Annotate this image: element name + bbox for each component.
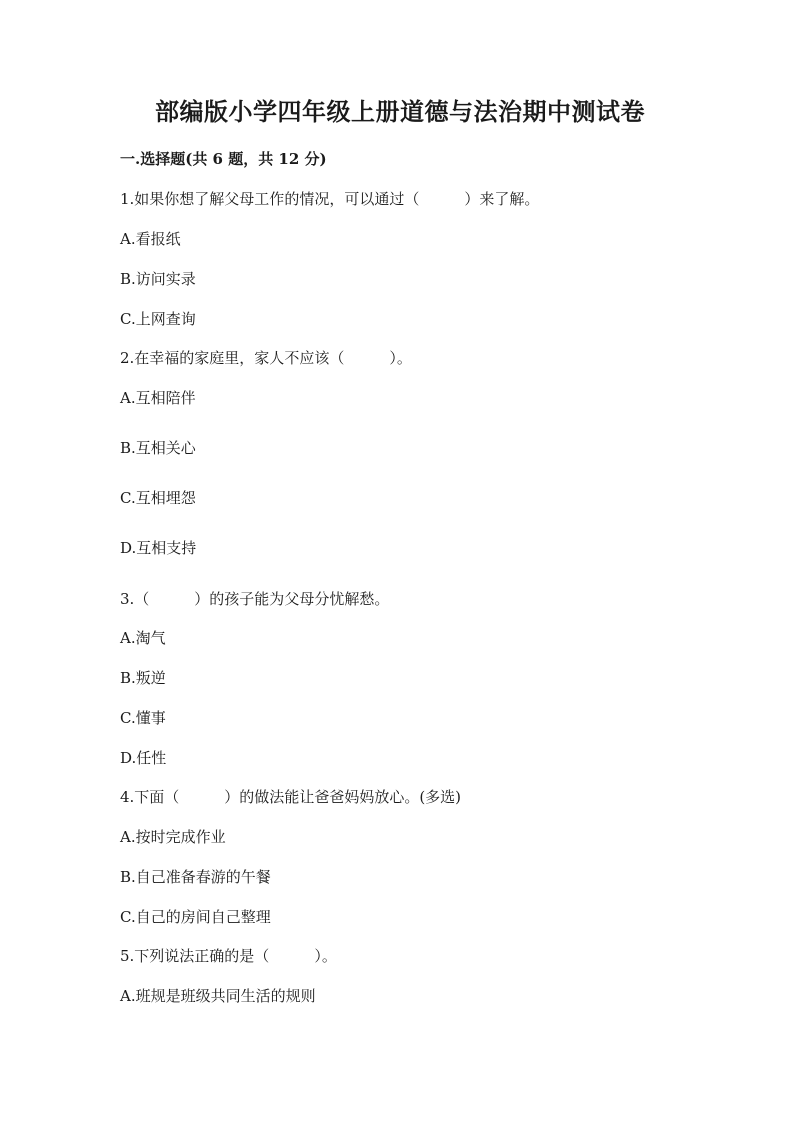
question-3-option-d: D.任性 (120, 749, 167, 767)
question-1-option-b: B.访问实录 (120, 270, 196, 288)
question-4-stem: 4.下面（ ）的做法能让爸爸妈妈放心。(多选) (120, 788, 462, 806)
section-heading: 一.选择题(共 6 题，共 12 分) (120, 150, 327, 168)
page-title: 部编版小学四年级上册道德与法治期中测试卷 (155, 97, 645, 126)
question-2-stem: 2.在幸福的家庭里，家人不应该（ ）。 (120, 349, 412, 367)
question-2-option-b: B.互相关心 (120, 439, 196, 457)
question-1-option-a: A.看报纸 (120, 230, 181, 248)
question-2-option-d: D.互相支持 (120, 539, 197, 557)
question-5-stem: 5.下列说法正确的是（ ）。 (120, 947, 337, 965)
question-3-stem: 3.（ ）的孩子能为父母分忧解愁。 (120, 590, 390, 608)
question-3-option-a: A.淘气 (120, 629, 166, 647)
question-3-option-c: C.懂事 (120, 709, 166, 727)
question-2-option-c: C.互相埋怨 (120, 489, 196, 507)
question-4-option-a: A.按时完成作业 (120, 828, 226, 846)
question-4-option-b: B.自己准备春游的午餐 (120, 868, 271, 886)
question-4-option-c: C.自己的房间自己整理 (120, 908, 271, 926)
question-2-option-a: A.互相陪伴 (120, 389, 196, 407)
question-1-stem: 1.如果你想了解父母工作的情况，可以通过（ ）来了解。 (120, 190, 540, 208)
question-5-option-a: A.班规是班级共同生活的规则 (120, 987, 316, 1005)
question-1-option-c: C.上网查询 (120, 310, 196, 328)
question-3-option-b: B.叛逆 (120, 669, 166, 687)
